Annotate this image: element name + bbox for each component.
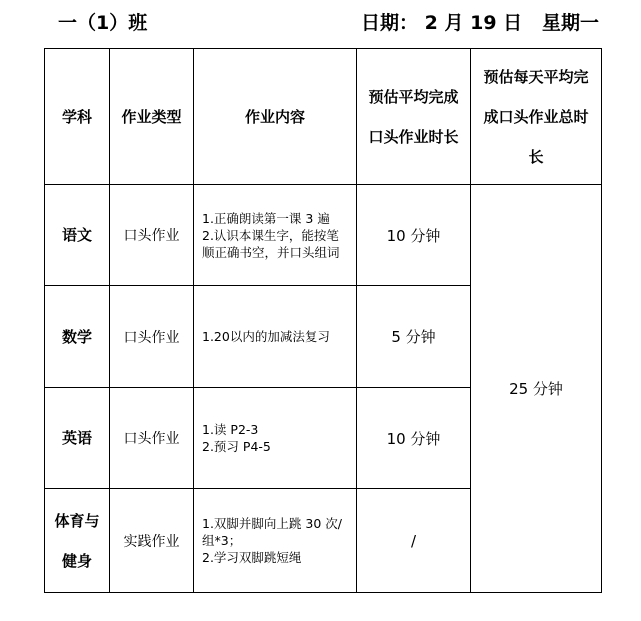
subject-cell: 英语: [45, 388, 110, 489]
table-row: [45, 185, 602, 286]
column-header-type: 作业类型: [110, 49, 194, 185]
column-header-duration-text: 预估平均完成口头作业时长: [368, 87, 459, 146]
total-duration-cell: 25 分钟: [471, 185, 602, 593]
type-cell: 口头作业: [110, 185, 194, 286]
column-header-subject: 学科: [45, 49, 110, 185]
duration-cell: 10 分钟: [357, 185, 471, 286]
content-line: 2.认识本课生字，能按笔顺正确书空，并口头组词: [202, 227, 340, 260]
duration-cell: /: [357, 489, 471, 593]
duration-cell: 10 分钟: [357, 388, 471, 489]
date-weekday: 日期： 2 月 19 日 星期一: [361, 12, 599, 34]
content-line: 1.20以内的加减法复习: [202, 329, 330, 344]
subject-cell: [45, 489, 110, 593]
content-line: 2.预习 P4-5: [202, 439, 271, 454]
duration-cell: 5 分钟: [357, 286, 471, 388]
content-cell: [194, 185, 357, 286]
column-header-duration: [357, 49, 471, 185]
homework-table: [44, 48, 602, 593]
type-cell: 口头作业: [110, 388, 194, 489]
column-header-total-text: 预估每天平均完成口头作业总时长: [483, 67, 589, 166]
page-header: [0, 8, 641, 36]
content-line: 1.正确朗读第一课 3 遍: [202, 210, 330, 226]
content-cell: [194, 489, 357, 593]
content-cell: [194, 286, 357, 388]
column-header-content: 作业内容: [194, 49, 357, 185]
type-cell: 实践作业: [110, 489, 194, 593]
content-line: 2.学习双脚跳短绳: [202, 550, 302, 565]
content-line: 1.双脚并脚向上跳 30 次/组*3；: [202, 516, 342, 548]
type-cell: 口头作业: [110, 286, 194, 388]
content-cell: [194, 388, 357, 489]
content-line: 1.读 P2-3: [202, 422, 259, 437]
table-header-row: [45, 49, 602, 185]
class-name: 一（1）班: [58, 12, 148, 34]
subject-text: 体育与健身: [54, 511, 100, 570]
subject-cell: 数学: [45, 286, 110, 388]
subject-cell: 语文: [45, 185, 110, 286]
column-header-total: [471, 49, 602, 185]
